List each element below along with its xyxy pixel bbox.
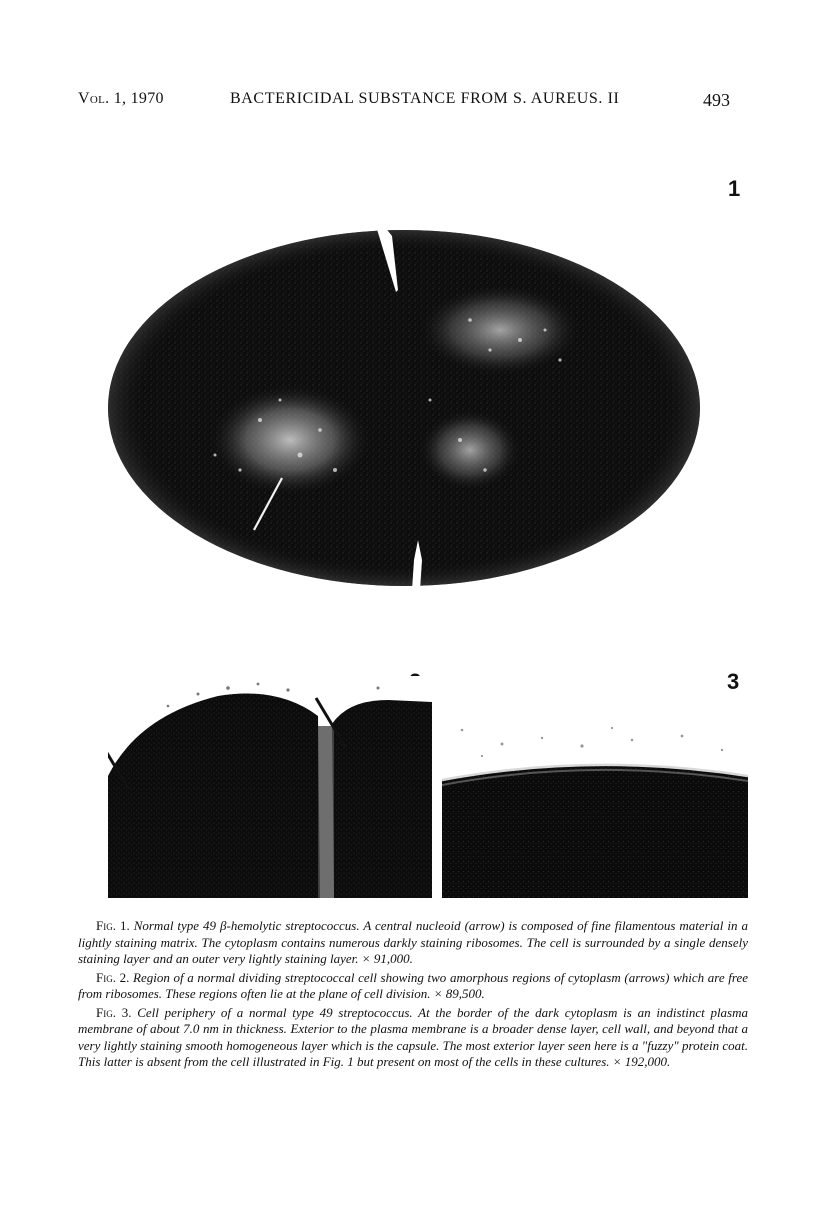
journal-volume: Vol. 1, 1970 [78, 90, 164, 107]
page-number: 493 [703, 90, 730, 110]
figure-3-micrograph [442, 700, 748, 898]
septum-notch-top [376, 226, 398, 292]
figure-3-number: 3 [727, 669, 740, 694]
cell-periphery [442, 765, 748, 898]
caption-fig-1 [78, 918, 748, 968]
caption-label: Fig. 3. [96, 1004, 132, 1020]
caption-fig-2 [78, 970, 748, 1003]
figure-2-micrograph [108, 676, 432, 898]
nucleoid-arrow [254, 478, 282, 530]
caption-text: Cell periphery of a normal type 49 streptococcus. At the border of the dark cytoplasm is an indistinct plasma membrane of about 7.0 nm in thickness. Exterior to the plasma membrane is a broader dense layer, cell wall, and beyond that a very lightly staining smooth homogeneous layer which is the capsule. The most exterior layer seen here is a "fuzzy" protein coat. This latter is absent from the cell illustrated in Fig. 1 but present on most of the cells in these cultures. × 192,000. [78, 1004, 748, 1069]
caption-text: Region of a normal dividing streptococcal cell showing two amorphous regions of cytoplasm (arrows) which are free from ribosomes. These regions often lie at the plane of cell division. × 89,500. [78, 969, 749, 1001]
figure-captions [78, 918, 748, 1073]
cell-body [108, 230, 700, 586]
nucleoid-right-upper [420, 285, 580, 375]
figure-2-panel [108, 676, 432, 898]
septum-notch-bottom [412, 540, 422, 590]
article-title: BACTERICIDAL SUBSTANCE FROM S. AUREUS. II [230, 90, 620, 107]
cell-half-right [332, 700, 432, 898]
cell-half-left [108, 694, 320, 899]
caption-text: Normal type 49 β-hemolytic streptococcus. A central nucleoid (arrow) is composed of fine filamentous material in a lightly staining matrix. The cytoplasm contains numerous darkly staining ribosomes. The cell is surrounded by a single densely staining layer and an outer very lightly staining layer. × 91,000. [78, 918, 748, 966]
figure-1-number: 1 [728, 176, 741, 201]
running-header [0, 88, 816, 118]
caption-label: Fig. 1. [96, 918, 130, 933]
figure-3-panel [442, 700, 748, 898]
nucleoid-right-lower [420, 410, 520, 490]
caption-fig-3 [78, 1005, 748, 1071]
nucleoid-left [210, 385, 370, 495]
caption-label: Fig. 2. [96, 969, 130, 985]
